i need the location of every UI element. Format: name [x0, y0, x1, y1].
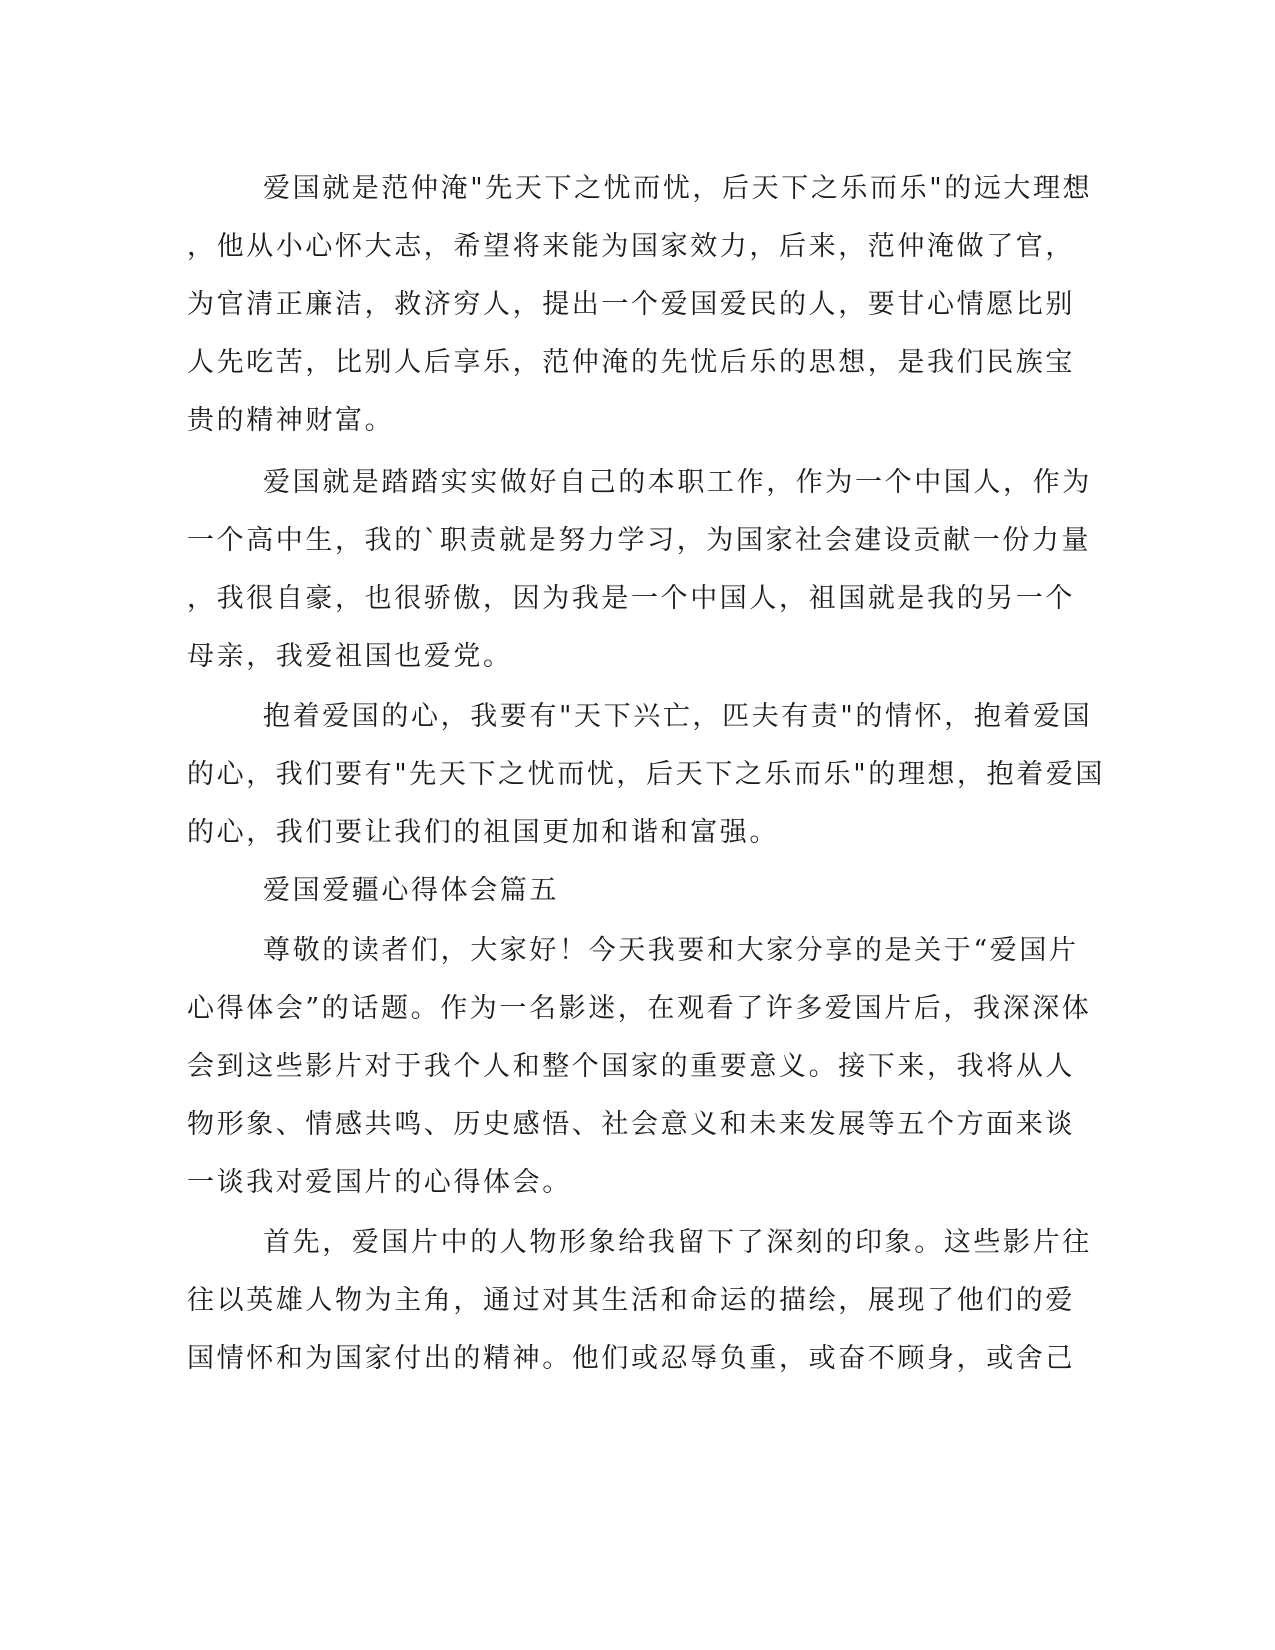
paragraph-2-line-1: 爱国就是踏踏实实做好自己的本职工作，作为一个中国人，作为 — [263, 467, 1092, 498]
paragraph-1-line-3: 为官清正廉洁，救济穷人，提出一个爱国爱民的人，要甘心情愿比别 — [187, 289, 1075, 320]
paragraph-1-line-5: 贵的精神财富。 — [187, 405, 395, 436]
paragraph-5-line-3: 国情怀和为国家付出的精神。他们或忍辱负重，或奋不顾身，或舍己 — [187, 1343, 1075, 1374]
paragraph-4-line-1: 尊敬的读者们，大家好！今天我要和大家分享的是关于“爱国片 — [263, 935, 1079, 966]
paragraph-3-line-2: 的心，我们要有"先天下之忧而忧，后天下之乐而乐"的理想，抱着爱国 — [187, 759, 1106, 790]
paragraph-4-line-5: 一谈我对爱国片的心得体会。 — [187, 1167, 572, 1198]
paragraph-3-line-3: 的心，我们要让我们的祖国更加和谐和富强。 — [187, 817, 779, 848]
paragraph-2-line-2: 一个高中生，我的`职责就是努力学习，为国家社会建设贡献一份力量 — [187, 525, 1092, 556]
paragraph-2-line-3: ，我很自豪，也很骄傲，因为我是一个中国人，祖国就是我的另一个 — [187, 583, 1075, 614]
paragraph-2-line-4: 母亲，我爱祖国也爱党。 — [187, 641, 513, 672]
paragraph-4-line-2: 心得体会”的话题。作为一名影迷，在观看了许多爱国片后，我深深体 — [187, 993, 1092, 1024]
paragraph-1-line-1: 爱国就是范仲淹"先天下之忧而忧，后天下之乐而乐"的远大理想 — [263, 173, 1093, 204]
paragraph-4-line-4: 物形象、情感共鸣、历史感悟、社会意义和未来发展等五个方面来谈 — [187, 1109, 1075, 1140]
paragraph-3-line-1: 抱着爱国的心，我要有"天下兴亡，匹夫有责"的情怀，抱着爱国 — [263, 701, 1093, 732]
paragraph-5-line-1: 首先，爱国片中的人物形象给我留下了深刻的印象。这些影片往 — [263, 1227, 1092, 1258]
section-heading: 爱国爱疆心得体会篇五 — [263, 875, 559, 906]
paragraph-1-line-4: 人先吃苦，比别人后享乐，范仲淹的先忧后乐的思想，是我们民族宝 — [187, 347, 1075, 378]
paragraph-4-line-3: 会到这些影片对于我个人和整个国家的重要意义。接下来，我将从人 — [187, 1051, 1075, 1082]
paragraph-1-line-2: ，他从小心怀大志，希望将来能为国家效力，后来，范仲淹做了官， — [187, 231, 1075, 262]
paragraph-5-line-2: 往以英雄人物为主角，通过对其生活和命运的描绘，展现了他们的爱 — [187, 1285, 1075, 1316]
